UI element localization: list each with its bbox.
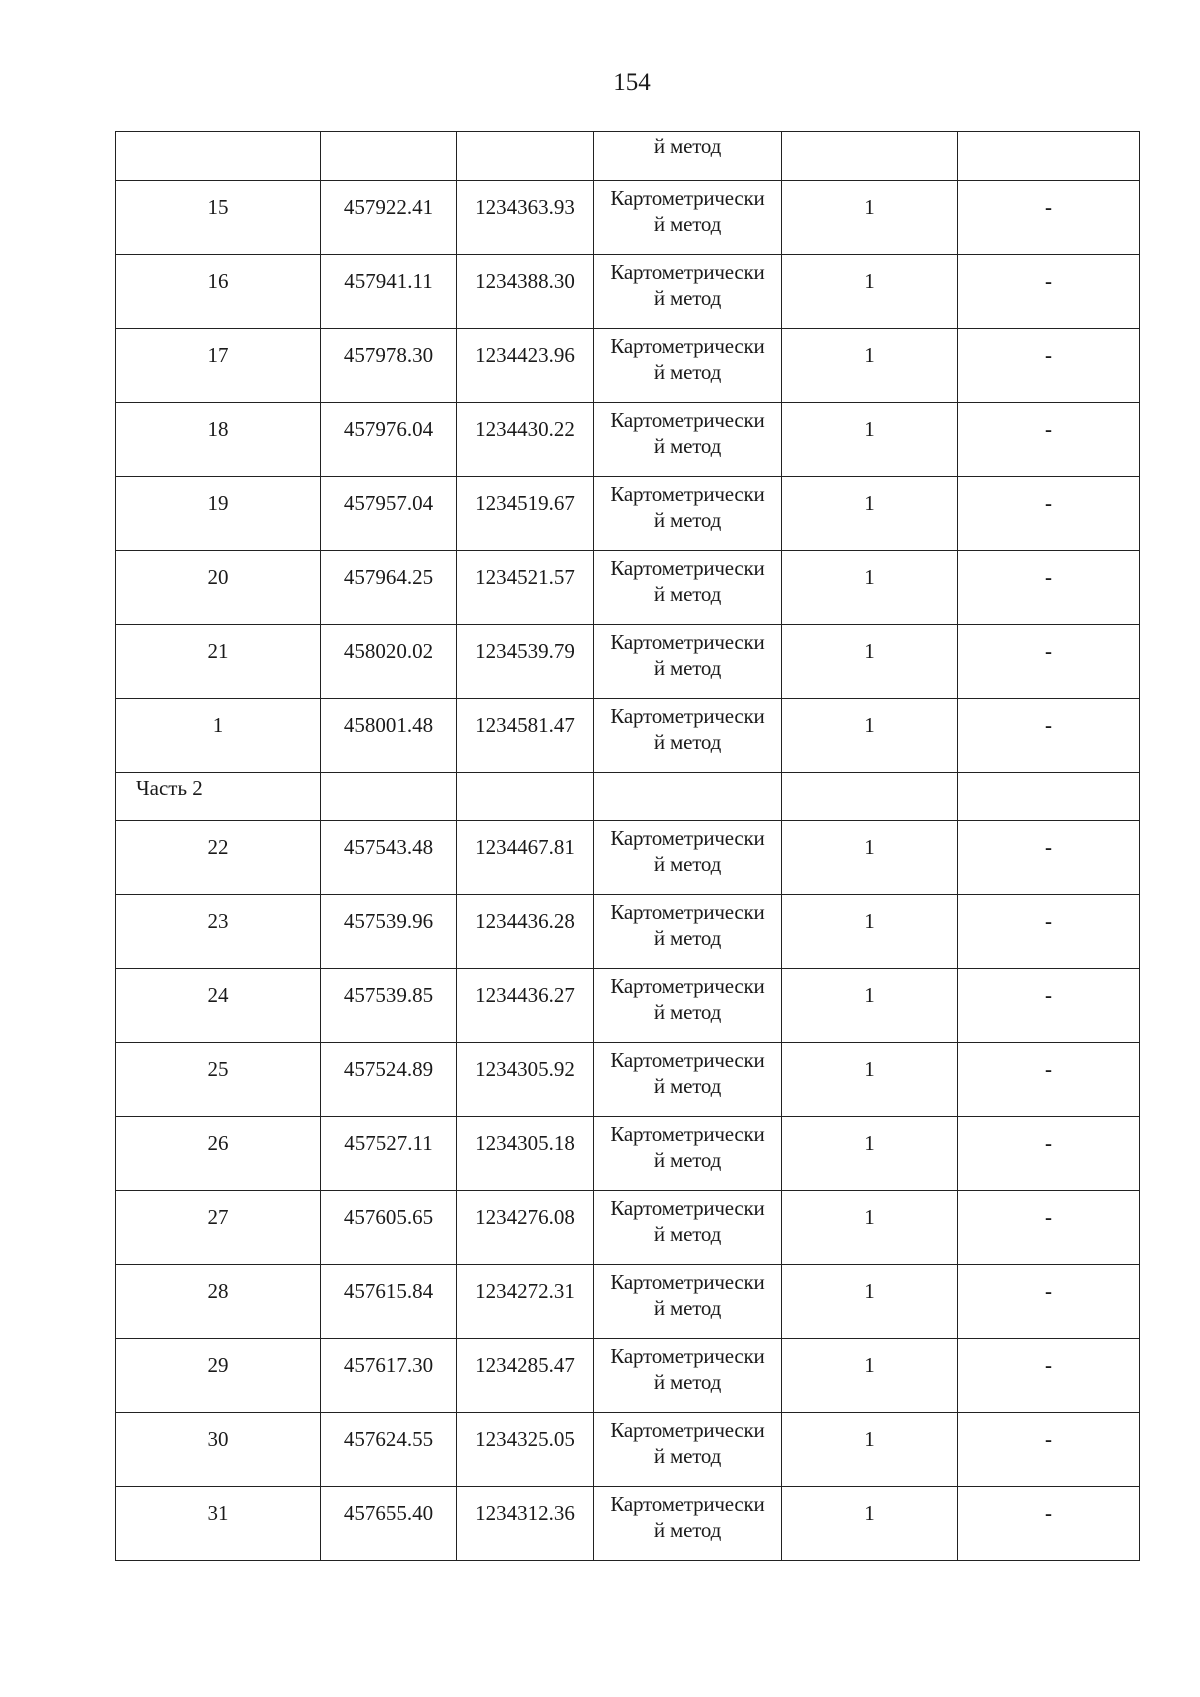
point-number: 24 [207, 983, 229, 1007]
x-coordinate: 457976.04 [343, 417, 434, 441]
note-value: - [1045, 491, 1052, 515]
method-line-1: Картометрически [610, 630, 765, 654]
accuracy-cell [782, 969, 958, 1043]
point-cell [116, 969, 321, 1043]
table-row [116, 1117, 1140, 1191]
accuracy-value: 1 [864, 639, 875, 663]
accuracy-value: 1 [864, 565, 875, 589]
accuracy-cell [782, 132, 958, 181]
point-cell [116, 1043, 321, 1117]
table-row [116, 1043, 1140, 1117]
method-tail-text: й метод [653, 134, 722, 158]
method-line-2: й метод [653, 1444, 722, 1468]
table-row [116, 551, 1140, 625]
x-cell [321, 132, 457, 181]
x-cell [321, 1339, 457, 1413]
method-line-1: Картометрически [610, 826, 765, 850]
point-cell [116, 895, 321, 969]
y-cell [457, 132, 594, 181]
method-line-2: й метод [653, 1074, 722, 1098]
y-coordinate: 1234436.28 [475, 909, 575, 933]
note-value: - [1045, 1501, 1052, 1525]
x-coordinate: 457617.30 [343, 1353, 434, 1377]
point-number: 17 [207, 343, 229, 367]
note-value: - [1045, 417, 1052, 441]
method-line-1: Картометрически [610, 704, 765, 728]
accuracy-cell [782, 1487, 958, 1561]
y-coordinate: 1234430.22 [475, 417, 575, 441]
point-cell [116, 132, 321, 181]
point-number: 1 [212, 713, 224, 737]
note-value: - [1045, 1427, 1052, 1451]
y-cell [457, 551, 594, 625]
note-value: - [1045, 713, 1052, 737]
y-cell [457, 1043, 594, 1117]
method-text [594, 969, 781, 1025]
method-text [594, 329, 781, 385]
table-row [116, 1487, 1140, 1561]
method-text [594, 1265, 781, 1321]
point-number: 28 [207, 1279, 229, 1303]
accuracy-cell [782, 1265, 958, 1339]
method-line-2: й метод [653, 212, 722, 236]
y-cell [457, 1117, 594, 1191]
method-text [594, 699, 781, 755]
point-cell [116, 551, 321, 625]
x-coordinate: 457539.96 [343, 909, 434, 933]
accuracy-cell [782, 181, 958, 255]
accuracy-value: 1 [864, 1501, 875, 1525]
point-number: 30 [207, 1427, 229, 1451]
coordinates-table-body [116, 132, 1140, 1561]
table-row [116, 181, 1140, 255]
point-cell [116, 1117, 321, 1191]
method-text [594, 895, 781, 951]
y-coordinate: 1234363.93 [475, 195, 575, 219]
accuracy-cell [782, 1339, 958, 1413]
point-cell [116, 1265, 321, 1339]
point-number: 29 [207, 1353, 229, 1377]
y-cell [457, 969, 594, 1043]
method-cell [594, 895, 782, 969]
x-coordinate: 457524.89 [343, 1057, 434, 1081]
x-cell [321, 969, 457, 1043]
note-cell [958, 1413, 1140, 1487]
point-number: 18 [207, 417, 229, 441]
accuracy-value: 1 [864, 1131, 875, 1155]
method-cell [594, 1043, 782, 1117]
y-coordinate: 1234423.96 [475, 343, 575, 367]
accuracy-cell [782, 255, 958, 329]
note-cell [958, 329, 1140, 403]
method-line-1: Картометрически [610, 556, 765, 580]
point-number: 21 [207, 639, 229, 663]
point-number: 27 [207, 1205, 229, 1229]
point-cell [116, 403, 321, 477]
table-row [116, 477, 1140, 551]
x-coordinate: 457527.11 [344, 1131, 433, 1155]
empty-cell [782, 773, 958, 821]
method-line-2: й метод [653, 656, 722, 680]
point-number: 25 [207, 1057, 229, 1081]
y-cell [457, 895, 594, 969]
table-row [116, 1191, 1140, 1265]
point-cell [116, 821, 321, 895]
note-cell [958, 1339, 1140, 1413]
x-coordinate: 458020.02 [343, 639, 434, 663]
note-value: - [1045, 1279, 1052, 1303]
note-cell [958, 1043, 1140, 1117]
method-line-2: й метод [653, 852, 722, 876]
point-number: 16 [207, 269, 229, 293]
note-value: - [1045, 343, 1052, 367]
method-line-1: Картометрически [610, 334, 765, 358]
table-row [116, 403, 1140, 477]
empty-cell [594, 773, 782, 821]
y-coordinate: 1234272.31 [475, 1279, 575, 1303]
accuracy-value: 1 [864, 491, 875, 515]
method-cell [594, 551, 782, 625]
y-cell [457, 1487, 594, 1561]
method-line-1: Картометрически [610, 1122, 765, 1146]
method-cell [594, 821, 782, 895]
x-cell [321, 895, 457, 969]
method-line-2: й метод [653, 582, 722, 606]
method-line-2: й метод [653, 1518, 722, 1542]
point-cell [116, 255, 321, 329]
x-cell [321, 1043, 457, 1117]
section-label-cell [116, 773, 321, 821]
method-text [594, 1117, 781, 1173]
table-row [116, 821, 1140, 895]
note-cell [958, 1487, 1140, 1561]
method-cell [594, 625, 782, 699]
x-cell [321, 255, 457, 329]
accuracy-cell [782, 1413, 958, 1487]
table-row [116, 1413, 1140, 1487]
accuracy-value: 1 [864, 835, 875, 859]
method-text [594, 403, 781, 459]
x-coordinate: 457922.41 [343, 195, 434, 219]
accuracy-cell [782, 551, 958, 625]
note-cell [958, 477, 1140, 551]
y-coordinate: 1234519.67 [475, 491, 575, 515]
method-line-1: Картометрически [610, 1270, 765, 1294]
point-cell [116, 181, 321, 255]
y-coordinate: 1234312.36 [475, 1501, 575, 1525]
accuracy-value: 1 [864, 1427, 875, 1451]
y-cell [457, 255, 594, 329]
note-cell [958, 821, 1140, 895]
section-row [116, 773, 1140, 821]
method-line-2: й метод [653, 1148, 722, 1172]
method-cell [594, 1265, 782, 1339]
method-text [594, 1413, 781, 1469]
point-cell [116, 1487, 321, 1561]
point-number: 19 [207, 491, 229, 515]
y-cell [457, 1265, 594, 1339]
x-cell [321, 181, 457, 255]
x-cell [321, 625, 457, 699]
accuracy-cell [782, 329, 958, 403]
method-cell [594, 403, 782, 477]
method-line-1: Картометрически [610, 186, 765, 210]
y-cell [457, 821, 594, 895]
method-line-1: Картометрически [610, 1418, 765, 1442]
note-value: - [1045, 565, 1052, 589]
accuracy-value: 1 [864, 1205, 875, 1229]
accuracy-cell [782, 403, 958, 477]
y-coordinate: 1234539.79 [475, 639, 575, 663]
note-cell [958, 1265, 1140, 1339]
note-value: - [1045, 1131, 1052, 1155]
x-cell [321, 699, 457, 773]
empty-cell [321, 773, 457, 821]
method-cell [594, 969, 782, 1043]
accuracy-cell [782, 1043, 958, 1117]
method-text [594, 821, 781, 877]
point-cell [116, 699, 321, 773]
method-text [594, 1043, 781, 1099]
x-coordinate: 457941.11 [344, 269, 433, 293]
point-cell [116, 1191, 321, 1265]
method-cell [594, 181, 782, 255]
method-text [594, 477, 781, 533]
method-text [594, 551, 781, 607]
method-cell [594, 329, 782, 403]
note-value: - [1045, 1205, 1052, 1229]
note-cell [958, 181, 1140, 255]
table-row [116, 625, 1140, 699]
accuracy-value: 1 [864, 343, 875, 367]
method-cell [594, 1487, 782, 1561]
table-row [116, 255, 1140, 329]
method-cell [594, 1117, 782, 1191]
y-coordinate: 1234581.47 [475, 713, 575, 737]
y-coordinate: 1234276.08 [475, 1205, 575, 1229]
note-cell [958, 895, 1140, 969]
x-coordinate: 457957.04 [343, 491, 434, 515]
table-row [116, 1339, 1140, 1413]
table-row [116, 969, 1140, 1043]
method-line-2: й метод [653, 926, 722, 950]
note-value: - [1045, 835, 1052, 859]
method-cell [594, 1339, 782, 1413]
y-coordinate: 1234325.05 [475, 1427, 575, 1451]
method-cell [594, 1191, 782, 1265]
x-coordinate: 457964.25 [343, 565, 434, 589]
note-cell [958, 625, 1140, 699]
x-coordinate: 457605.65 [343, 1205, 434, 1229]
accuracy-cell [782, 895, 958, 969]
method-line-1: Картометрически [610, 1492, 765, 1516]
x-cell [321, 1487, 457, 1561]
method-line-2: й метод [653, 1370, 722, 1394]
method-text [594, 1487, 781, 1543]
point-cell [116, 1339, 321, 1413]
x-cell [321, 329, 457, 403]
section-label: Часть 2 [136, 776, 203, 800]
method-cell [594, 699, 782, 773]
method-line-1: Картометрически [610, 900, 765, 924]
continuation-row [116, 132, 1140, 181]
accuracy-value: 1 [864, 269, 875, 293]
method-line-1: Картометрически [610, 1048, 765, 1072]
x-cell [321, 1191, 457, 1265]
method-text [594, 1339, 781, 1395]
method-line-2: й метод [653, 286, 722, 310]
method-cell [594, 132, 782, 181]
y-coordinate: 1234467.81 [475, 835, 575, 859]
method-cell [594, 1413, 782, 1487]
method-text [594, 181, 781, 237]
method-line-2: й метод [653, 730, 722, 754]
method-line-2: й метод [653, 434, 722, 458]
accuracy-value: 1 [864, 713, 875, 737]
point-cell [116, 329, 321, 403]
accuracy-value: 1 [864, 417, 875, 441]
accuracy-value: 1 [864, 195, 875, 219]
x-coordinate: 457615.84 [343, 1279, 434, 1303]
method-line-1: Картометрически [610, 482, 765, 506]
y-coordinate: 1234305.92 [475, 1057, 575, 1081]
note-cell [958, 1191, 1140, 1265]
y-cell [457, 625, 594, 699]
y-coordinate: 1234436.27 [475, 983, 575, 1007]
x-coordinate: 457655.40 [343, 1501, 434, 1525]
x-cell [321, 403, 457, 477]
point-number: 23 [207, 909, 229, 933]
y-cell [457, 477, 594, 551]
method-line-1: Картометрически [610, 974, 765, 998]
note-value: - [1045, 983, 1052, 1007]
note-cell [958, 403, 1140, 477]
y-cell [457, 1339, 594, 1413]
y-coordinate: 1234305.18 [475, 1131, 575, 1155]
accuracy-value: 1 [864, 983, 875, 1007]
point-cell [116, 625, 321, 699]
note-value: - [1045, 1353, 1052, 1377]
method-line-2: й метод [653, 1000, 722, 1024]
point-number: 22 [207, 835, 229, 859]
accuracy-value: 1 [864, 1353, 875, 1377]
note-value: - [1045, 639, 1052, 663]
method-text [594, 625, 781, 681]
point-number: 26 [207, 1131, 229, 1155]
x-coordinate: 457624.55 [343, 1427, 434, 1451]
x-coordinate: 457978.30 [343, 343, 434, 367]
note-value: - [1045, 1057, 1052, 1081]
table-row [116, 329, 1140, 403]
method-cell [594, 255, 782, 329]
note-value: - [1045, 909, 1052, 933]
y-cell [457, 181, 594, 255]
point-cell [116, 477, 321, 551]
method-line-2: й метод [653, 508, 722, 532]
y-cell [457, 1413, 594, 1487]
method-line-1: Картометрически [610, 260, 765, 284]
note-cell [958, 1117, 1140, 1191]
page-number: 154 [613, 69, 651, 96]
point-number: 15 [207, 195, 229, 219]
y-coordinate: 1234388.30 [475, 269, 575, 293]
note-value: - [1045, 269, 1052, 293]
method-line-1: Картометрически [610, 408, 765, 432]
method-line-2: й метод [653, 1222, 722, 1246]
point-number: 20 [207, 565, 229, 589]
note-cell [958, 969, 1140, 1043]
table-row [116, 699, 1140, 773]
x-cell [321, 1413, 457, 1487]
x-cell [321, 1265, 457, 1339]
x-cell [321, 477, 457, 551]
note-cell [958, 551, 1140, 625]
empty-cell [958, 773, 1140, 821]
x-coordinate: 458001.48 [343, 713, 434, 737]
y-coordinate: 1234285.47 [475, 1353, 575, 1377]
method-line-2: й метод [653, 360, 722, 384]
coordinates-table [115, 131, 1140, 1561]
accuracy-cell [782, 1117, 958, 1191]
note-cell [958, 699, 1140, 773]
accuracy-value: 1 [864, 1057, 875, 1081]
x-cell [321, 1117, 457, 1191]
y-cell [457, 1191, 594, 1265]
accuracy-cell [782, 821, 958, 895]
method-cell [594, 477, 782, 551]
method-text [594, 255, 781, 311]
y-cell [457, 329, 594, 403]
method-line-2: й метод [653, 1296, 722, 1320]
x-coordinate: 457543.48 [343, 835, 434, 859]
accuracy-cell [782, 625, 958, 699]
accuracy-cell [782, 699, 958, 773]
x-coordinate: 457539.85 [343, 983, 434, 1007]
empty-cell [457, 773, 594, 821]
point-number: 31 [207, 1501, 229, 1525]
y-coordinate: 1234521.57 [475, 565, 575, 589]
y-cell [457, 403, 594, 477]
x-cell [321, 821, 457, 895]
method-text [594, 1191, 781, 1247]
table-row [116, 1265, 1140, 1339]
x-cell [321, 551, 457, 625]
method-line-1: Картометрически [610, 1344, 765, 1368]
accuracy-value: 1 [864, 1279, 875, 1303]
note-value: - [1045, 195, 1052, 219]
point-cell [116, 1413, 321, 1487]
accuracy-cell [782, 1191, 958, 1265]
note-cell [958, 132, 1140, 181]
accuracy-cell [782, 477, 958, 551]
y-cell [457, 699, 594, 773]
accuracy-value: 1 [864, 909, 875, 933]
method-line-1: Картометрически [610, 1196, 765, 1220]
note-cell [958, 255, 1140, 329]
table-row [116, 895, 1140, 969]
